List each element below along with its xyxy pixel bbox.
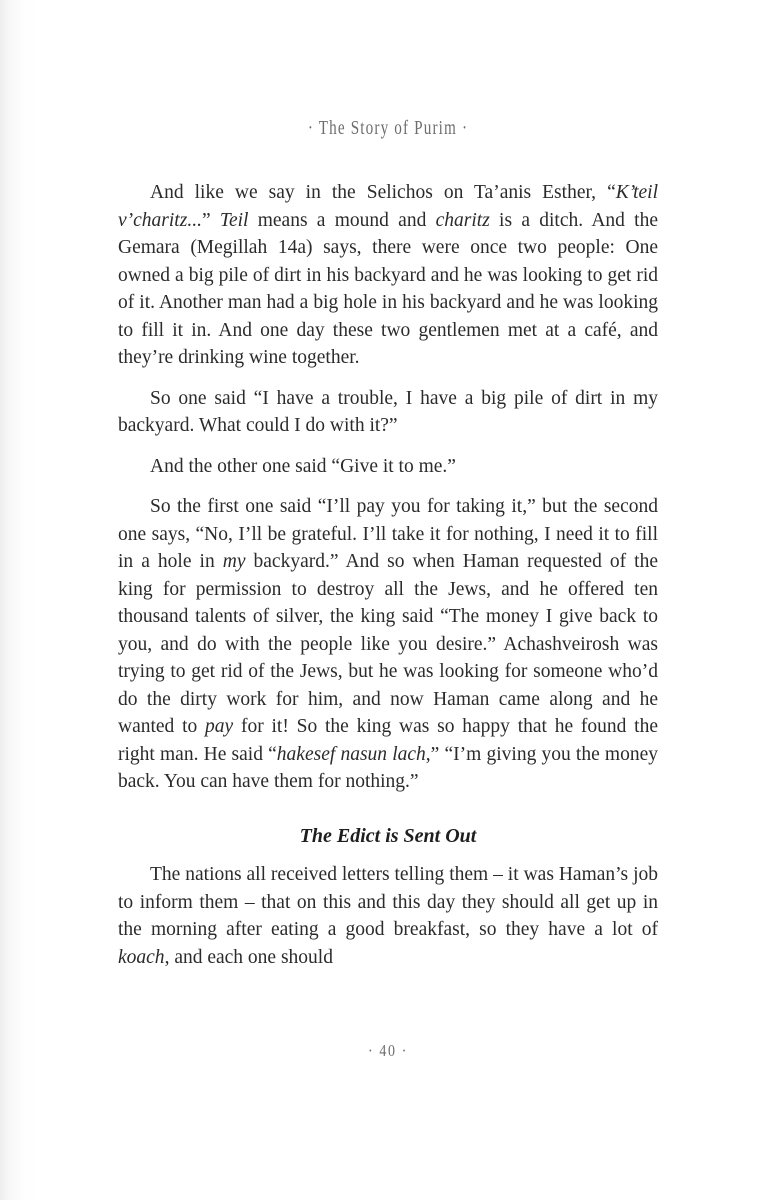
body-paragraph	[118, 861, 658, 971]
italic-text-run: my	[222, 551, 246, 572]
italic-text-run: koach	[118, 946, 165, 968]
italic-text-run: charitz	[435, 209, 490, 231]
body-paragraph	[118, 179, 658, 372]
page-content	[118, 179, 658, 984]
text-run: So the first one said “I’ll pay you for taking it,” but the second one says, “No, I’ll be grateful. I’ll take it for nothing, I need it to fill in a hole in	[118, 496, 658, 572]
italic-text-run: pay	[205, 716, 234, 737]
italic-text-run: Teil	[219, 209, 249, 231]
text-run: means a mound and	[248, 209, 436, 231]
body-paragraph	[118, 453, 658, 481]
body-paragraph	[118, 385, 658, 440]
italic-text-run: K’teil v’charitz...	[118, 182, 658, 231]
body-paragraph	[118, 493, 658, 796]
text-run: So one said “I have a trouble, I have a big pile of dirt in my backyard. What could I do with it?”	[118, 387, 658, 436]
text-run: backyard.” And so when Haman requested of the king for permission to destroy all the Jews, and he offered ten thousand talents of silver, the king said “The money I give back to you, and do with the people like you desire.” Achashveirosh was trying to get rid of the Jews, but he was looking for someone who’d do the dirty work for him, and now Haman came along and he wanted to	[118, 551, 658, 737]
page-number: · 40 ·	[367, 1041, 409, 1060]
text-run: And like we say in the Selichos on Ta’anis Esther, “	[150, 182, 616, 203]
text-run: , and each one should	[164, 946, 333, 968]
italic-text-run: hakesef nasun lach	[276, 743, 426, 765]
running-header: · The Story of Purim ·	[307, 117, 469, 139]
text-run: The nations all received letters telling them – it was Haman’s job to inform them – that on this and this day they should all get up in the morning after eating a good breakfast, so they have a lot of	[118, 864, 658, 940]
text-run: ”	[201, 209, 220, 231]
section-heading: The Edict is Sent Out	[299, 824, 477, 847]
text-run: is a ditch. And the Gemara (Megillah 14a) says, there were once two people: One owned a big pile of dirt in his backyard and he was looking to get rid of it. Another man had a big hole in his backyard and he was looking to fill it in. And one day these two gentlemen met at a café, and they’re drinking wine together.	[118, 209, 659, 368]
text-run: And the other one said “Give it to me.”	[150, 455, 456, 477]
text-run: for it! So the king was so happy that he found the right man. He said “	[118, 716, 658, 765]
text-run: ,” “I’m giving you the money back. You can have them for nothing.”	[118, 743, 658, 792]
